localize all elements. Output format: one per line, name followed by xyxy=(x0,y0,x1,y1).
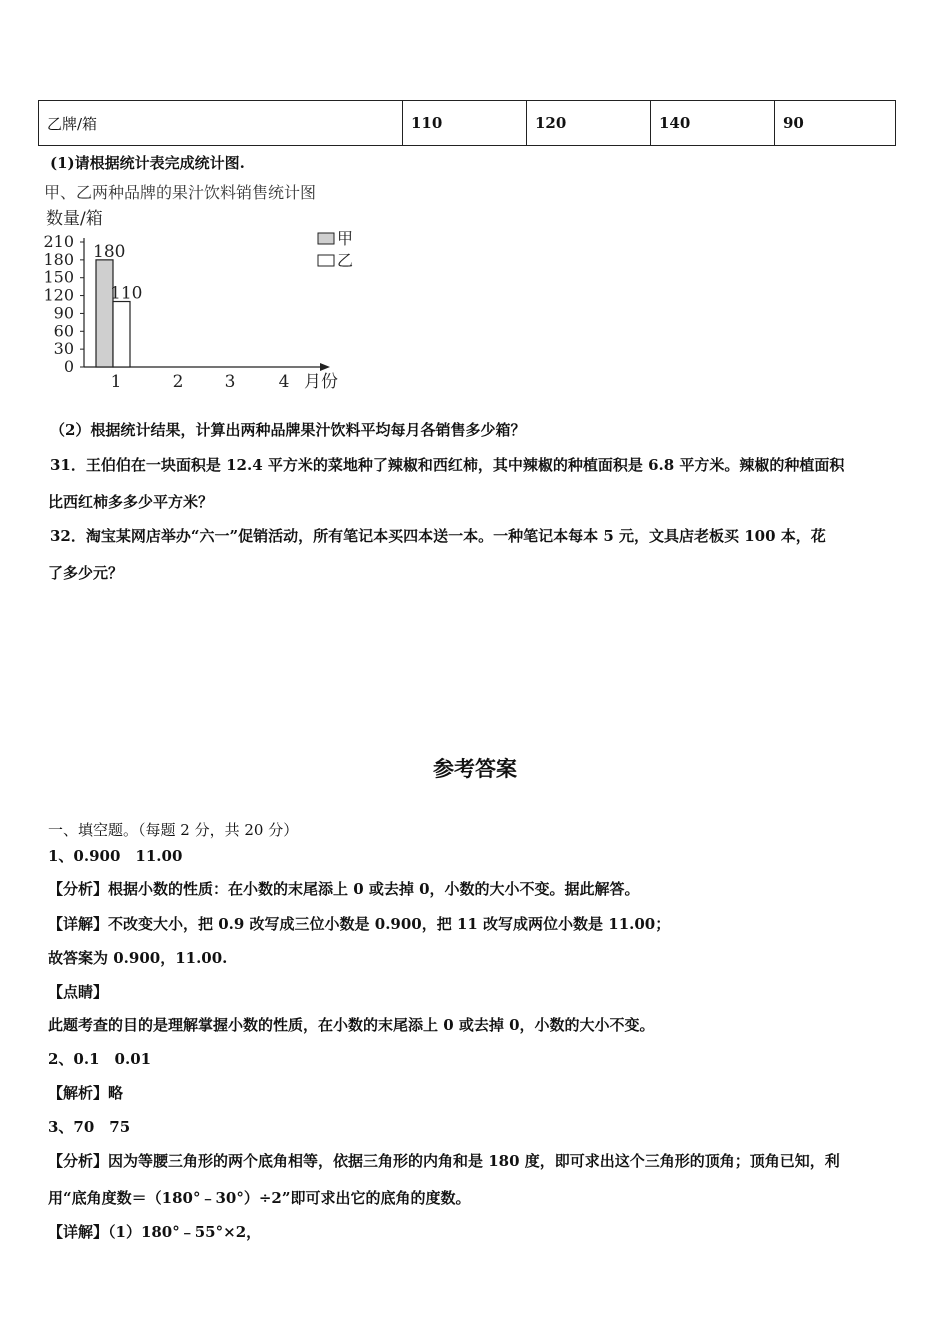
chart-ylabel: 数量/箱 xyxy=(46,209,103,229)
answer-1-point-label: 【点睛】 xyxy=(48,983,109,1001)
question-31-line2: 比西红柿多多少平方米？ xyxy=(48,493,214,511)
x-tick-label: 2 xyxy=(172,372,184,392)
bar-chart xyxy=(40,182,380,397)
legend-label-jia: 甲 xyxy=(337,229,354,248)
y-tick-label: 0 xyxy=(63,357,74,376)
question-32-line1: 32．淘宝某网店举办“六一”促销活动，所有笔记本买四本送一本。一种笔记本每本 5 元，文具店老板买 100 本，花 xyxy=(50,527,826,545)
table-cell: 120 xyxy=(527,101,651,146)
answer-1-detail: 【详解】不改变大小，把 0.9 改写成三位小数是 0.900，把 11 改写成两位小数是 11.00； xyxy=(48,915,671,933)
y-tick-label: 210 xyxy=(43,232,74,251)
table-cell: 110 xyxy=(403,101,527,146)
x-tick-label: 3 xyxy=(224,372,236,392)
row-label: 乙牌/箱 xyxy=(39,101,403,146)
answer-1-conclusion: 故答案为 0.900，11.00. xyxy=(48,949,228,967)
answer-2: 2、0.1 0.01 xyxy=(48,1050,152,1068)
bar-jia-1 xyxy=(96,260,113,367)
answer-title: 参考答案 xyxy=(433,757,517,781)
table-cell: 90 xyxy=(775,101,896,146)
answer-3-analysis-line1: 【分析】因为等腰三角形的两个底角相等，依据三角形的内角和是 180 度，即可求出这个三角形的顶角；顶角已知，利 xyxy=(48,1152,840,1170)
chart-title: 甲、乙两种品牌的果汁饮料销售统计图 xyxy=(44,183,317,202)
answer-3-analysis-line2: 用“底角度数＝（180°﹣30°）÷2”即可求出它的底角的度数。 xyxy=(48,1189,471,1207)
y-tick-label: 180 xyxy=(43,249,74,269)
question-2: （2）根据统计结果，计算出两种品牌果汁饮料平均每月各销售多少箱？ xyxy=(50,421,526,439)
bar-data-label: 180 xyxy=(93,241,126,262)
question-1: (1)请根据统计表完成统计图. xyxy=(50,154,245,172)
y-tick-label: 30 xyxy=(53,339,74,359)
chart-xlabel: 月份 xyxy=(304,372,338,392)
legend-swatch-yi xyxy=(318,255,334,266)
y-tick-label: 60 xyxy=(53,321,74,341)
x-axis-arrow xyxy=(320,363,330,371)
y-tick-label: 150 xyxy=(43,267,74,287)
answer-3-detail: 【详解】（1）180°﹣55°×2， xyxy=(48,1223,262,1241)
table-row xyxy=(39,101,896,146)
legend-label-yi: 乙 xyxy=(337,251,354,270)
answer-1-point: 此题考查的目的是理解掌握小数的性质，在小数的末尾添上 0 或去掉 0，小数的大小不变。 xyxy=(48,1016,655,1034)
answer-2-analysis: 【解析】略 xyxy=(48,1084,124,1102)
section-1-heading: 一、填空题。（每题 2 分，共 20 分） xyxy=(48,821,299,839)
table-cell: 140 xyxy=(651,101,775,146)
sales-table xyxy=(38,100,896,146)
y-tick-label: 90 xyxy=(53,303,74,323)
x-tick-label: 1 xyxy=(110,372,122,392)
answer-1-analysis: 【分析】根据小数的性质：在小数的末尾添上 0 或去掉 0，小数的大小不变。据此解答。 xyxy=(48,880,640,898)
answer-1: 1、0.900 11.00 xyxy=(48,847,183,865)
y-tick-label: 120 xyxy=(43,285,74,305)
question-32-line2: 了多少元？ xyxy=(48,564,124,582)
bar-data-label: 110 xyxy=(110,283,143,304)
bar-yi-1 xyxy=(113,302,130,367)
answer-3: 3、70 75 xyxy=(48,1118,131,1136)
x-tick-label: 4 xyxy=(278,372,290,392)
legend-swatch-jia xyxy=(318,233,334,244)
question-31-line1: 31．王伯伯在一块面积是 12.4 平方米的菜地种了辣椒和西红柿，其中辣椒的种植面积是 6.8 平方米。辣椒的种植面积 xyxy=(50,456,845,474)
